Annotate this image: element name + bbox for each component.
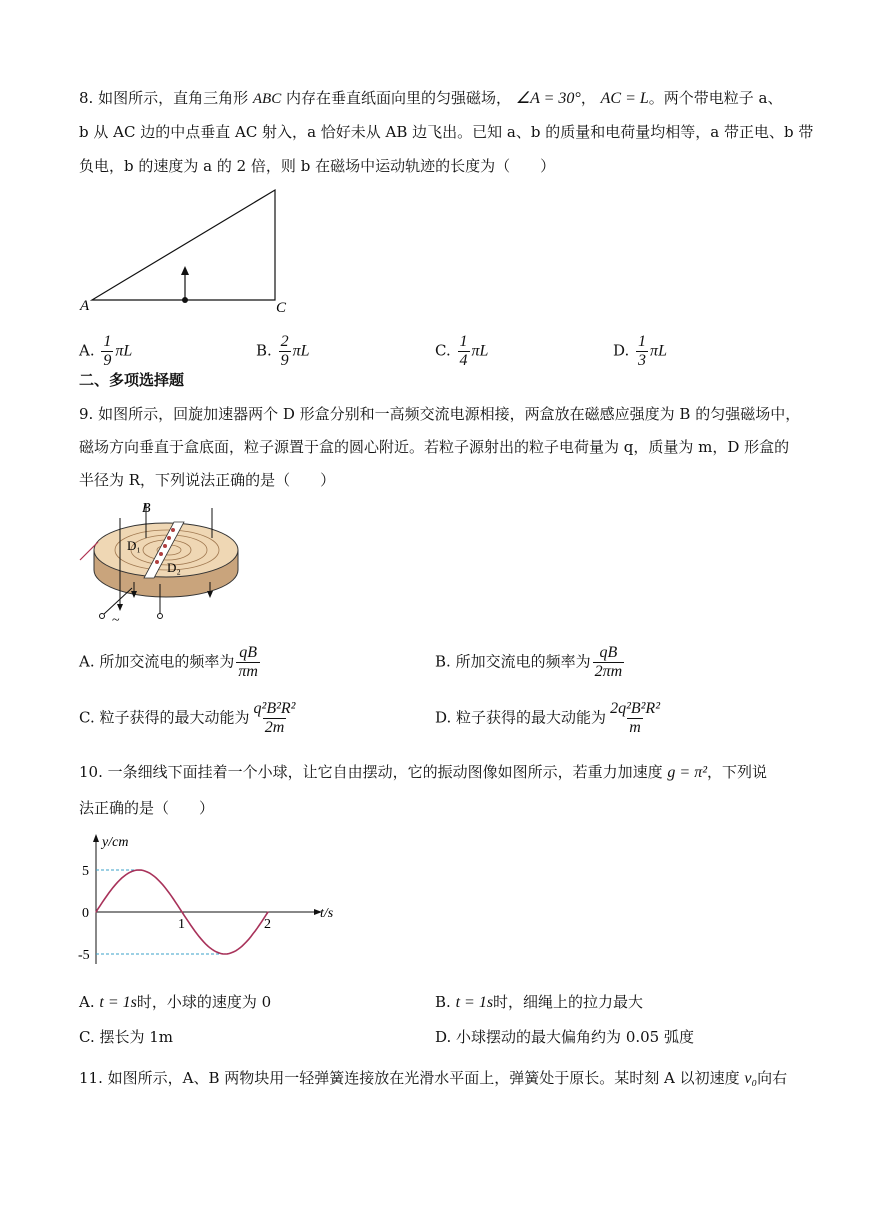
y-tick-label: 5 [82, 864, 89, 879]
q9-option-d[interactable]: D. 粒子获得的最大动能为 $\frac{\text{2q²B²R²}}{m}$ [435, 700, 660, 736]
q10-option-d[interactable]: D. 小球摆动的最大偏角约为 0.05 弧度 [435, 1028, 694, 1046]
data-point [203, 941, 204, 942]
q8-line2: b 从 AC 边的中点垂直 AC 射入，a 恰好未从 AB 边飞出。已知 a、b 的质量和电荷量均相等，a 带正电、b 带 [79, 123, 814, 141]
d1-label: D₁ [127, 538, 141, 553]
q8-triangle-figure [78, 188, 298, 318]
vertex-a-label: A [80, 298, 90, 314]
data-point [138, 869, 139, 870]
q8-line1: 8. 如图所示，直角三角形 ABC 内存在垂直纸面向里的匀强磁场， ∠A = 30°， AC = L。两个带电粒子 a、 [79, 89, 783, 107]
q9-option-a[interactable]: A. 所加交流电的频率为 $\frac{qB}{\pi m}$ [79, 644, 258, 680]
q10-line1: 10. 一条细线下面挂着一个小球，让它自由摆动，它的振动图像如图所示，若重力加速度 g = π²，下列说 [79, 763, 768, 781]
q9-line2: 磁场方向垂直于盒底面，粒子源置于盒的圆心附近。若粒子源射出的粒子电荷量为 q，质量为 m，D 形盒的 [79, 438, 790, 456]
q10-option-a[interactable]: A. t = 1s时，小球的速度为 0 [79, 993, 272, 1011]
q9-option-c[interactable]: C. 粒子获得的最大动能为 $\frac{\text{q²B²R²}}{2m}$ [79, 700, 296, 736]
q8-line3: 负电，b 的速度为 a 的 2 倍，则 b 在磁场中运动轨迹的长度为（ ） [79, 157, 556, 175]
data-point [160, 882, 161, 883]
q10-line2: 法正确的是（ ） [79, 799, 215, 817]
q8-option-b[interactable]: B. $\frac{2}{9}$ πL [256, 333, 310, 369]
d2-label: D₂ [167, 560, 181, 575]
oscillation-chart [74, 832, 334, 972]
q10-option-c[interactable]: C. 摆长为 1m [79, 1028, 174, 1046]
data-point [246, 941, 247, 942]
data-point [267, 911, 268, 912]
q9-option-b[interactable]: B. 所加交流电的频率为 $\frac{qB}{2\pi m}$ [435, 644, 623, 680]
q8-option-d[interactable]: D. $\frac{1}{3}$ πL [613, 333, 667, 369]
data-point [181, 911, 182, 912]
data-point [95, 911, 96, 912]
x-tick-label: 1 [178, 917, 185, 932]
y-axis-label: y/cm [102, 835, 129, 850]
vertex-c-label: C [276, 300, 287, 316]
q8-option-c[interactable]: C. $\frac{1}{4}$ πL [435, 333, 489, 369]
data-point [224, 953, 225, 954]
x-tick-label: 2 [264, 917, 271, 932]
cyclotron-figure [74, 498, 254, 628]
ac-source-label: ~ [112, 613, 120, 628]
q9-line3: 半径为 R，下列说法正确的是（ ） [79, 471, 336, 489]
y-axis-arrow [93, 834, 99, 842]
data-point [117, 882, 118, 883]
q11-line1: 11. 如图所示，A、B 两物块用一轻弹簧连接放在光滑水平面上，弹簧处于原长。某时刻 A 以初速度 v₀向右 [79, 1069, 788, 1087]
q8-option-a[interactable]: A. $\frac{1}{9}$ πL [79, 333, 133, 369]
section-heading: 二、多项选择题 [79, 371, 185, 389]
q10-option-b[interactable]: B. t = 1s时，细绳上的拉力最大 [435, 993, 644, 1011]
y-tick-label: -5 [78, 948, 90, 963]
field-b-label: B [142, 501, 151, 516]
y-tick-label: 0 [82, 906, 89, 921]
q9-line1: 9. 如图所示，回旋加速器两个 D 形盒分别和一高频交流电源相接，两盒放在磁感应强度为 B 的匀强磁场中， [79, 405, 801, 423]
x-axis-label: t/s [320, 906, 334, 921]
